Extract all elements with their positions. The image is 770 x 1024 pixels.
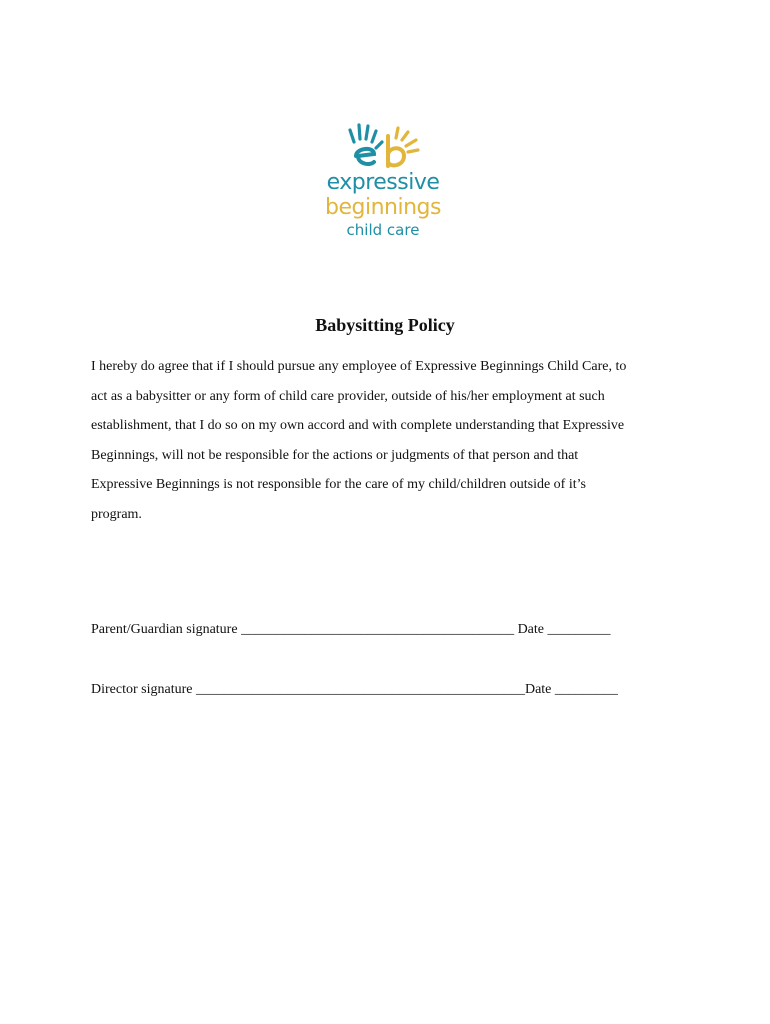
paragraph-line: Beginnings, will not be responsible for the actions or judgments of that person and that <box>91 447 579 463</box>
document-title: Babysitting Policy <box>315 315 455 335</box>
logo-text-expressive: expressive <box>326 170 440 195</box>
handprint-eb-logo-icon <box>346 122 420 172</box>
logo-text-beginnings: beginnings <box>325 195 441 220</box>
company-logo <box>318 122 448 244</box>
paragraph-line: act as a babysitter or any form of child care provider, outside of his/her employment at such <box>91 388 605 404</box>
policy-paragraph <box>91 352 681 530</box>
director-signature-line: Director signature _______________________________________________Date _________ <box>91 682 618 697</box>
paragraph-line: Expressive Beginnings is not responsible for the care of my child/children outside of it’s <box>91 477 586 493</box>
parent-signature-line: Parent/Guardian signature _______________________________________ Date _________ <box>91 622 611 637</box>
paragraph-line: program. <box>91 506 142 522</box>
logo-text-child-care: child care <box>346 221 420 239</box>
paragraph-line: I hereby do agree that if I should pursue any employee of Expressive Beginnings Child Care, to <box>91 359 627 374</box>
paragraph-line: establishment, that I do so on my own accord and with complete understanding that Expressive <box>91 418 625 434</box>
